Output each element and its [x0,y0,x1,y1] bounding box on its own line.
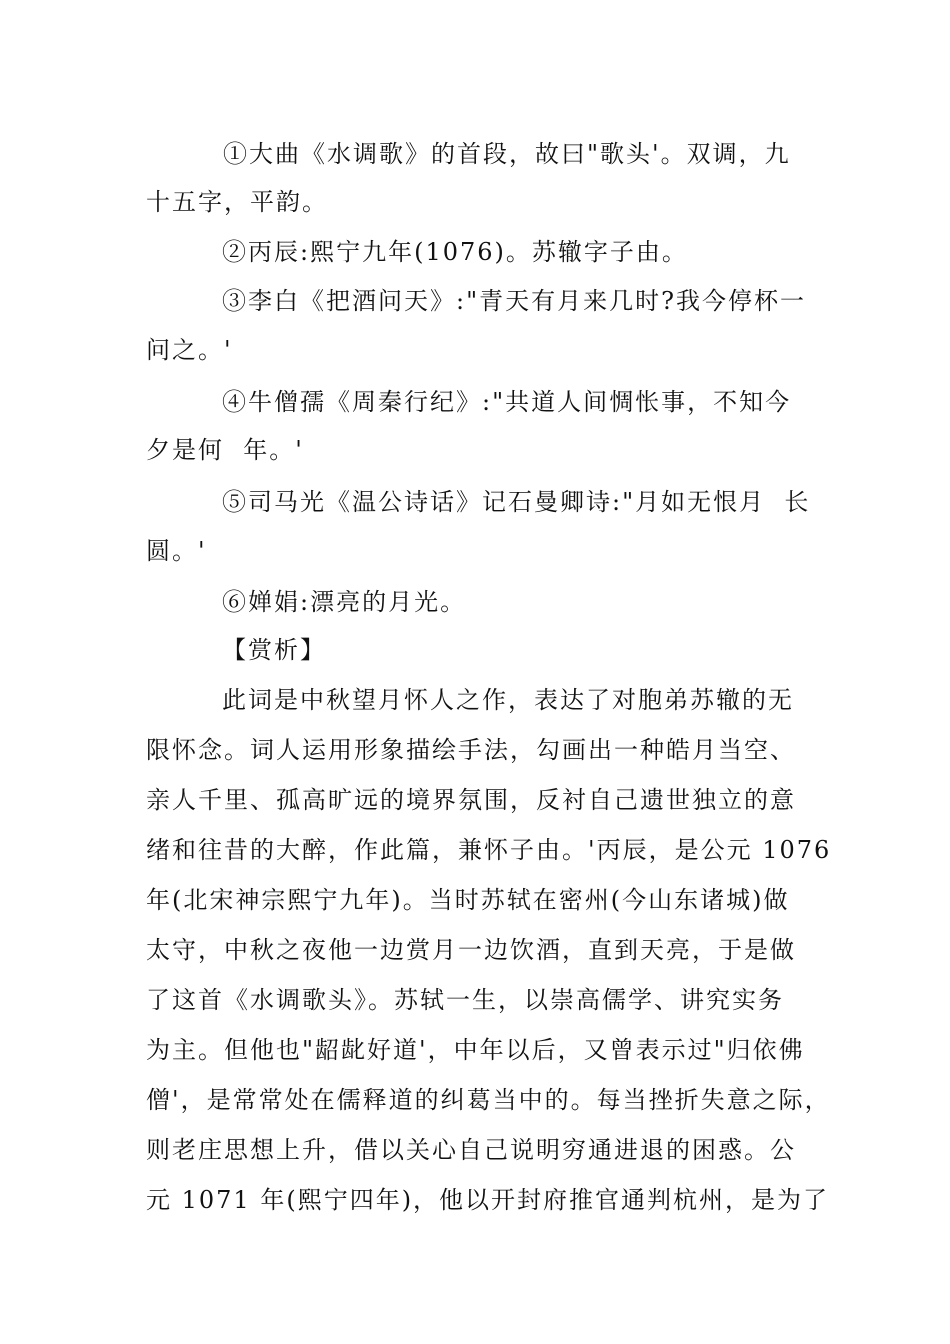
note-4-line-2: 夕是何 年。' [146,436,304,464]
note-1-line-1: ①大曲《水调歌》的首段，故曰"歌头'。双调，九 [223,140,791,168]
analysis-line: 太守，中秋之夜他一边赏月一边饮酒，直到天亮，于是做 [146,936,796,964]
analysis-line: 僧'，是常常处在儒释道的纠葛当中的。每当挫折失意之际， [146,1086,831,1114]
note-6: ⑥婵娟:漂亮的月光。 [222,588,467,616]
note-4-line-1: ④牛僧孺《周秦行纪》:"共道人间惆怅事，不知今 [222,388,792,416]
note-5-line-1: ⑤司马光《温公诗话》记石曼卿诗:"月如无恨月 长 [222,488,811,516]
analysis-line: 亲人千里、孤高旷远的境界氛围，反衬自己遗世独立的意 [146,786,796,814]
analysis-line: 为主。但他也"龆龀好道'，中年以后，又曾表示过"归依佛 [146,1036,805,1064]
analysis-line: 则老庄思想上升，借以关心自己说明穷通进退的困惑。公 [146,1136,796,1164]
note-1-line-2: 十五字，平韵。 [146,188,328,216]
note-5-line-2: 圆。' [146,537,207,565]
note-2: ②丙辰:熙宁九年(1076)。苏辙字子由。 [222,238,688,266]
analysis-line: 此词是中秋望月怀人之作，表达了对胞弟苏辙的无 [222,686,794,714]
analysis-line: 元 1071 年(熙宁四年)，他以开封府推官通判杭州，是为了 [146,1186,830,1214]
note-3-line-2: 问之。' [146,336,233,364]
note-3-line-1: ③李白《把酒问天》:"青天有月来几时?我今停杯一 [222,287,806,315]
section-heading: 【赏析】 [222,636,326,664]
analysis-line: 了这首《水调歌头》。苏轼一生，以崇高儒学、讲究实务 [146,986,784,1014]
analysis-line: 年(北宋神宗熙宁九年)。当时苏轼在密州(今山东诸城)做 [146,886,790,914]
analysis-line: 限怀念。词人运用形象描绘手法，勾画出一种皓月当空、 [146,736,796,764]
analysis-line: 绪和往昔的大醉，作此篇，兼怀子由。'丙辰，是公元 1076 [146,836,832,864]
